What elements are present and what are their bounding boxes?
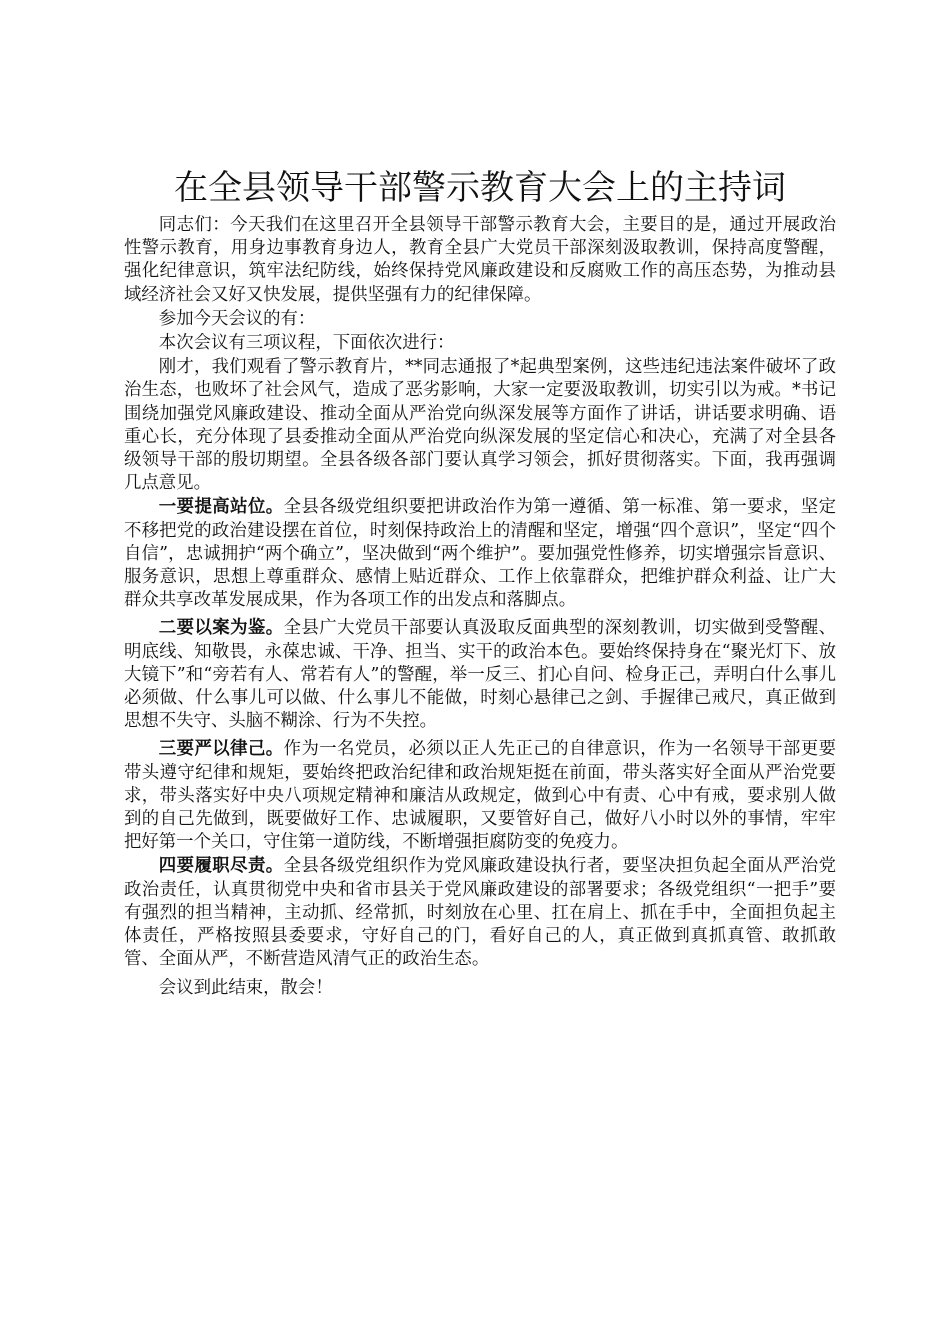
document-title: 在全县领导干部警示教育大会上的主持词 <box>174 168 786 208</box>
point-paragraph-2 <box>124 617 836 733</box>
document-body <box>124 166 836 1000</box>
attendees-paragraph: 参加今天会议的有： <box>158 308 316 329</box>
point-paragraph-1 <box>124 496 836 612</box>
point-paragraph-3 <box>124 738 836 854</box>
point-heading-1: 一要提高站位。 <box>158 497 284 518</box>
point-body-4: 全县各级党组织作为党风廉政建设执行者，要坚决担负起全面从严治党政治责任，认真贯彻党中央和省市县关于党风廉政建设的部署要求；各级党组织“一把手”要有强烈的担当精神，主动抓、经常抓，时刻放在心里、扛在肩上、抓在手中，全面担负起主体责任，严格按照县委要求，守好自己的门，看好自己的人，真正做到真抓真管、敢抓敢管、全面从严，不断营造风清气正的政治生态。 <box>124 856 836 970</box>
summary-paragraph: 刚才，我们观看了警示教育片，**同志通报了*起典型案例，这些违纪违法案件破坏了政治生态，也败坏了社会风气，造成了恶劣影响，大家一定要汲取教训，切实引以为戒。*书记围绕加强党风廉政建设、推动全面从严治党向纵深发展等方面作了讲话，讲话要求明确、语重心长，充分体现了县委推动全面从严治党向纵深发展的坚定信心和决心，充满了对全县各级领导干部的殷切期望。全县各级各部门要认真学习领会，抓好贯彻落实。下面，我再强调几点意见。 <box>124 357 836 494</box>
point-heading-4: 四要履职尽责。 <box>158 856 284 877</box>
intro-paragraph: 同志们：今天我们在这里召开全县领导干部警示教育大会，主要目的是，通过开展政治性警示教育，用身边事教育身边人，教育全县广大党员干部深刻汲取教训，保持高度警醒，强化纪律意识，筑牢法纪防线，始终保持党风廉政建设和反腐败工作的高压态势，为推动县域经济社会又好又快发展，提供坚强有力的纪律保障。 <box>124 215 836 305</box>
point-body-3: 作为一名党员，必须以正人先正己的自律意识，作为一名领导干部更要带头遵守纪律和规矩，要始终把政治纪律和政治规矩挺在前面，带头落实好全面从严治党要求，带头落实好中央八项规定精神和廉洁从政规定，做到心中有责、心中有戒，要求别人做到的自己先做到，既要做好工作、忠诚履职，又要管好自己，做好八小时以外的事情，牢牢把好第一个关口，守住第一道防线，不断增强拒腐防变的免疫力。 <box>124 739 836 853</box>
point-heading-2: 二要以案为鉴。 <box>158 618 284 639</box>
point-heading-3: 三要严以律己。 <box>158 739 284 760</box>
agenda-paragraph: 本次会议有三项议程，下面依次进行： <box>158 333 455 354</box>
point-body-1: 全县各级党组织要把讲政治作为第一遵循、第一标准、第一要求，坚定不移把党的政治建设摆在首位，时刻保持政治上的清醒和坚定，增强“四个意识”，坚定“四个自信”，忠诚拥护“两个确立”，坚决做到“两个维护”。要加强党性修养，切实增强宗旨意识、服务意识，思想上尊重群众、感情上贴近群众、工作上依靠群众，把维护群众利益、让广大群众共享改革发展成果，作为各项工作的出发点和落脚点。 <box>124 497 836 611</box>
point-body-2: 全县广大党员干部要认真汲取反面典型的深刻教训，切实做到受警醒、明底线、知敬畏，永葆忠诚、干净、担当、实干的政治本色。要始终保持身在“聚光灯下、放大镜下”和“旁若有人、常若有人”的警醒，举一反三、扪心自问、检身正己，弄明白什么事儿必须做、什么事儿可以做、什么事儿不能做，时刻心悬律己之剑、手握律己戒尺，真正做到思想不失守、头脑不糊涂、行为不失控。 <box>124 618 836 732</box>
closing-paragraph: 会议到此结束，散会！ <box>158 977 333 998</box>
point-paragraph-4 <box>124 855 836 971</box>
